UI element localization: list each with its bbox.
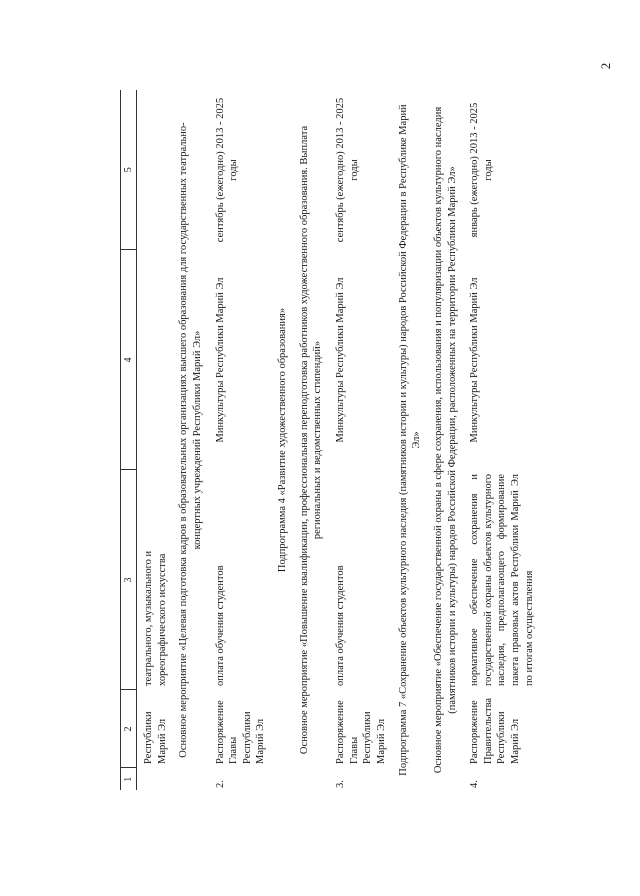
action-cell: театрального, музыкального и хореографического искусства bbox=[143, 550, 168, 686]
row-number: 4. bbox=[469, 780, 481, 788]
column-header: 2 bbox=[121, 690, 137, 768]
term-cell: январь (ежегодно) 2013 - 2025 годы bbox=[469, 102, 494, 238]
column-header: 4 bbox=[121, 250, 137, 470]
section-heading: Основное мероприятие «Повышение квалификации, профессиональная переподготовка работников художественного образования. Выплата региональных и ведомственных стипендий» bbox=[298, 125, 324, 755]
section-heading-row bbox=[173, 90, 208, 790]
document-cell: Распоряжение Главы Республики Марий Эл bbox=[214, 700, 267, 764]
section-heading: Подпрограмма 7 «Сохранение объектов культурного наследия (памятников истории и культуры) народов Российской Федерации в Республике Марий Эл» bbox=[397, 104, 423, 776]
document-cell: Распоряжение Главы Республики Марий Эл bbox=[335, 700, 387, 764]
plan-table bbox=[120, 90, 540, 790]
section-heading: Подпрограмма 4 «Развитие художественного образования» bbox=[277, 307, 289, 573]
section-heading-row bbox=[272, 90, 294, 790]
section-heading-row bbox=[428, 90, 463, 790]
column-header: 3 bbox=[121, 470, 137, 690]
table-row bbox=[463, 90, 540, 790]
rotated-page bbox=[120, 90, 640, 790]
column-header: 1 bbox=[121, 768, 137, 790]
executor-cell: Минкультуры Республики Марий Эл bbox=[335, 277, 347, 443]
row-number bbox=[137, 768, 174, 790]
term-cell: сентябрь (ежегодно) 2013 - 2025 годы bbox=[214, 97, 240, 243]
document-cell: Распоряжение Правительства Республики Марий Эл bbox=[469, 697, 522, 764]
term-cell bbox=[137, 90, 174, 250]
executor-cell: Минкультуры Республики Марий Эл bbox=[469, 277, 481, 443]
term-cell: сентябрь (ежегодно) 2013 - 2025 годы bbox=[335, 97, 360, 243]
executor-cell: Минкультуры Республики Марий Эл bbox=[214, 277, 226, 443]
action-cell: оплата обучения студентов bbox=[214, 565, 226, 686]
page-number: 2 bbox=[598, 62, 613, 70]
column-number-row bbox=[121, 90, 137, 790]
action-cell: нормативное обеспечение сохранения и государственной охраны объектов культурного наследия, предполагающего формирование пакета правовых актов Республики Марий Эл по итогам осуществления bbox=[469, 474, 535, 686]
document-cell: Республики Марий Эл bbox=[143, 711, 168, 764]
executor-cell bbox=[137, 250, 174, 470]
section-heading: Основное мероприятие «Обеспечение государственной охраны в сфере сохранения, использования и популяризации объектов культурного наследия (памятников истории и культуры) народов Российской Федерации, расположенных на территории Республики Марий Эл» bbox=[432, 106, 458, 774]
action-cell: оплата обучения студентов bbox=[335, 565, 347, 686]
table-row bbox=[209, 90, 273, 790]
section-heading-row bbox=[393, 90, 428, 790]
section-heading: Основное мероприятие «Целевая подготовка кадров в образовательных организациях высшего образования для государственных театрально-концертных учреждений Республики Марий Эл» bbox=[178, 122, 203, 758]
table-row bbox=[329, 90, 393, 790]
row-number: 3. bbox=[335, 780, 347, 788]
section-heading-row bbox=[294, 90, 329, 790]
table-row bbox=[137, 90, 174, 790]
column-header: 5 bbox=[121, 90, 137, 250]
row-number: 2. bbox=[214, 780, 226, 788]
